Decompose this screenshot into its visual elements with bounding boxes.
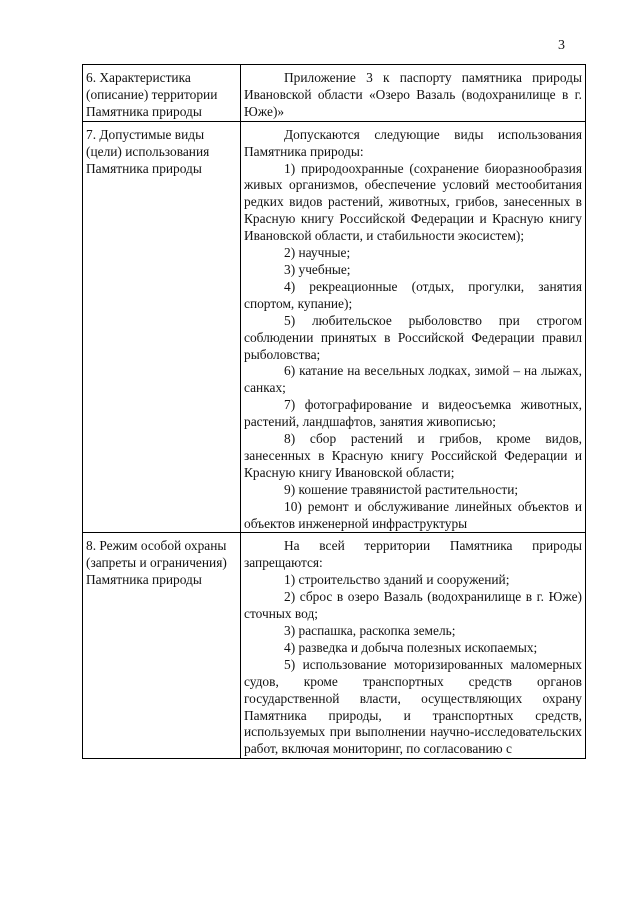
paragraph: На всей территории Памятника природы запрещаются: [244, 538, 582, 571]
row-label: 6. Характеристика (описание) территории Памятника природы [83, 65, 241, 122]
paragraph: 1) строительство зданий и сооружений; [284, 572, 510, 588]
paragraph: 7) фотографирование и видеосъемка животных, растений, ландшафтов, занятия живописью; [244, 397, 582, 430]
page-number: 3 [558, 38, 565, 53]
paragraph: 1) природоохранные (сохранение биоразнообразия живых организмов, обеспечение условий местообитания редких видов растений, животных, грибов, занесенных в Красную книгу Российской Федерации и Красную книгу Ивановской области, и стабильности экосистем); [244, 160, 582, 244]
paragraph: 8) сбор растений и грибов, кроме видов, занесенных в Красную книгу Российской Федерации и Красную книгу Ивановской области; [244, 431, 582, 480]
paragraph: 3) распашка, раскопка земель; [284, 623, 456, 638]
paragraph: 9) кошение травянистой растительности; [284, 481, 519, 497]
paragraph: 2) сброс в озеро Вазаль (водохранилище в г. Юже) сточных вод; [244, 589, 582, 622]
row-content [241, 65, 586, 122]
paragraph: 5) любительское рыболовство при строгом соблюдении принятых в Российской Федерации правил рыболовства; [244, 312, 582, 362]
paragraph: 4) разведка и добыча полезных ископаемых; [284, 639, 538, 655]
paragraph: 3) учебные; [284, 261, 351, 277]
passport-table [82, 64, 586, 759]
row-content [241, 121, 586, 533]
paragraph: 2) научные; [284, 245, 351, 261]
table-row [83, 533, 586, 759]
row-content [241, 533, 586, 759]
table-row [83, 121, 586, 533]
row-label: 7. Допустимые виды (цели) использования Памятника природы [83, 121, 241, 533]
row-label: 8. Режим особой охраны (запреты и ограничения) Памятника природы [83, 533, 241, 759]
table-row [83, 65, 586, 122]
paragraph: 6) катание на весельных лодках, зимой – на лыжах, санках; [244, 363, 582, 396]
paragraph: 5) использование моторизированных маломерных судов, кроме транспортных средств органов государственной власти, осуществляющих охрану Памятника природы, и транспортных средств, используемых при выполнении научно-исследовательских работ, включая мониторинг, по согласованию с [244, 656, 582, 757]
paragraph: 10) ремонт и обслуживание линейных объектов и объектов инженерной инфраструктуры [244, 498, 582, 531]
paragraph: Приложение 3 к паспорту памятника природы Ивановской области «Озеро Вазаль (водохранилище в г. Юже)» [244, 70, 582, 119]
paragraph: 4) рекреационные (отдых, прогулки, занятия спортом, купание); [244, 278, 582, 311]
paragraph: Допускаются следующие виды использования Памятника природы: [244, 126, 582, 159]
